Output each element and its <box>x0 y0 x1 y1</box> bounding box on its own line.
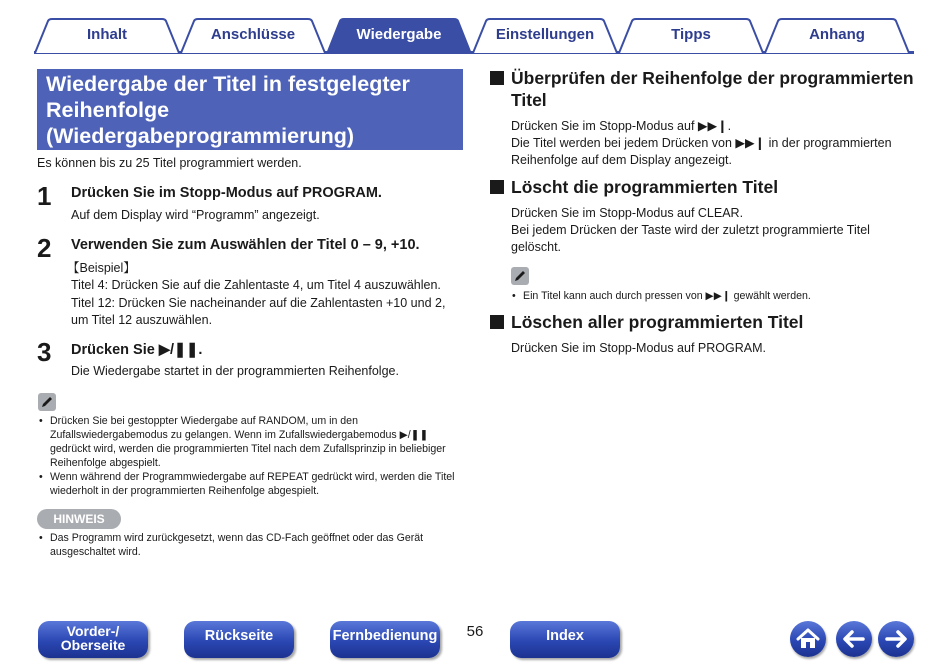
page-title: Wiedergabe der Titel in festgelegter Reihenfolge (Wiedergabeprogrammierung) <box>46 72 410 148</box>
tab-inhalt[interactable] <box>34 18 180 52</box>
arrow-right-icon <box>878 621 914 657</box>
note-list <box>512 289 912 303</box>
section-text: Bei jedem Drücken der Taste wird der zuletzt programmierte Titel gelöscht. <box>511 223 870 254</box>
rear-button[interactable] <box>184 621 294 658</box>
note-item: • Drücken Sie bei gestoppter Wiedergabe auf RANDOM, um in den Zufallswiedergabemodus zu gelangen. Wenn im Zufallswiedergabemodus ▶/❚❚ gedrückt wird, werden die programmierten Titel nach dem Zufallsprinzip in beliebiger Reihenfolge abgespielt. <box>39 414 463 470</box>
hinweis-list <box>39 531 463 559</box>
step-text: Titel 12: Drücken Sie nacheinander auf die Zahlentasten +10 und 2, um Titel 12 auszuwählen. <box>71 296 446 327</box>
tab-wiedergabe[interactable] <box>326 18 472 52</box>
step-text: 【Beispiel】 <box>67 261 136 275</box>
section-heading-text: Löscht die programmierten Titel <box>511 177 779 197</box>
step-heading: Verwenden Sie zum Auswählen der Titel 0 – 9, +10. <box>71 237 420 253</box>
tab-anschluesse[interactable] <box>180 18 326 52</box>
home-button[interactable] <box>790 621 826 657</box>
tab-tipps[interactable] <box>618 18 764 52</box>
button-label: Vorder-/ <box>66 623 120 639</box>
remote-control-button[interactable] <box>330 621 440 658</box>
button-label: Fernbedienung <box>332 628 438 644</box>
step-text: Die Wiedergabe startet in der programmierten Reihenfolge. <box>71 364 399 378</box>
section-text: Die Titel werden bei jedem Drücken von ▶▶❙ in der programmierten Reihenfolge auf dem Display angezeigt. <box>511 136 892 167</box>
forward-button[interactable] <box>878 621 914 657</box>
step-text: Titel 4: Drücken Sie auf die Zahlentaste 4, um Titel 4 auszuwählen. <box>71 278 441 292</box>
section-text: Drücken Sie im Stopp-Modus auf CLEAR. <box>511 206 744 220</box>
back-button[interactable] <box>836 621 872 657</box>
step-number: 2 <box>37 233 52 263</box>
arrow-left-icon <box>836 621 872 657</box>
step-heading: Drücken Sie ▶/❚❚. <box>71 342 203 358</box>
tab-bar <box>34 16 914 54</box>
square-bullet-icon <box>490 315 504 329</box>
tab-anhang[interactable] <box>764 18 910 52</box>
note-item: • Ein Titel kann auch durch pressen von ▶▶❙ gewählt werden. <box>512 289 912 303</box>
step-number: 3 <box>37 337 52 367</box>
button-label: Oberseite <box>60 637 126 653</box>
tab-einstellungen[interactable] <box>472 18 618 52</box>
note-list <box>39 414 463 498</box>
section-text: Drücken Sie im Stopp-Modus auf ▶▶❙. <box>511 119 732 133</box>
step-heading: Drücken Sie im Stopp-Modus auf PROGRAM. <box>71 185 382 201</box>
tab-label: Wiedergabe <box>356 26 442 43</box>
index-button[interactable] <box>510 621 620 658</box>
tab-label: Tipps <box>671 26 711 43</box>
tab-label: Anhang <box>809 26 865 43</box>
section-heading-text: Löschen aller programmierten Titel <box>511 312 804 332</box>
front-top-button[interactable] <box>38 621 148 658</box>
page-title-box <box>37 69 463 150</box>
intro-text: Es können bis zu 25 Titel programmiert werden. <box>37 156 302 170</box>
page-number: 56 <box>466 623 484 640</box>
pencil-icon <box>38 393 56 411</box>
step-text: Auf dem Display wird “Programm” angezeigt. <box>71 208 320 222</box>
tab-label: Anschlüsse <box>210 26 296 43</box>
square-bullet-icon <box>490 71 504 85</box>
tab-label: Einstellungen <box>495 26 595 43</box>
hinweis-badge: HINWEIS <box>37 509 121 529</box>
step-number: 1 <box>37 181 52 211</box>
tab-label: Inhalt <box>87 26 127 43</box>
home-icon <box>790 621 826 657</box>
button-label: Index <box>546 628 584 644</box>
note-item: • Wenn während der Programmwiedergabe auf REPEAT gedrückt wird, werden die Titel wiederholt in der programmierten Reihenfolge abgespielt. <box>39 470 463 498</box>
button-label: Rückseite <box>204 628 274 644</box>
section-heading-text: Überprüfen der Reihenfolge der programmierten Titel <box>511 68 914 110</box>
pencil-icon <box>511 267 529 285</box>
square-bullet-icon <box>490 180 504 194</box>
note-item: • Das Programm wird zurückgesetzt, wenn das CD-Fach geöffnet oder das Gerät ausgeschaltet wird. <box>39 531 463 559</box>
section-text: Drücken Sie im Stopp-Modus auf PROGRAM. <box>511 341 766 355</box>
